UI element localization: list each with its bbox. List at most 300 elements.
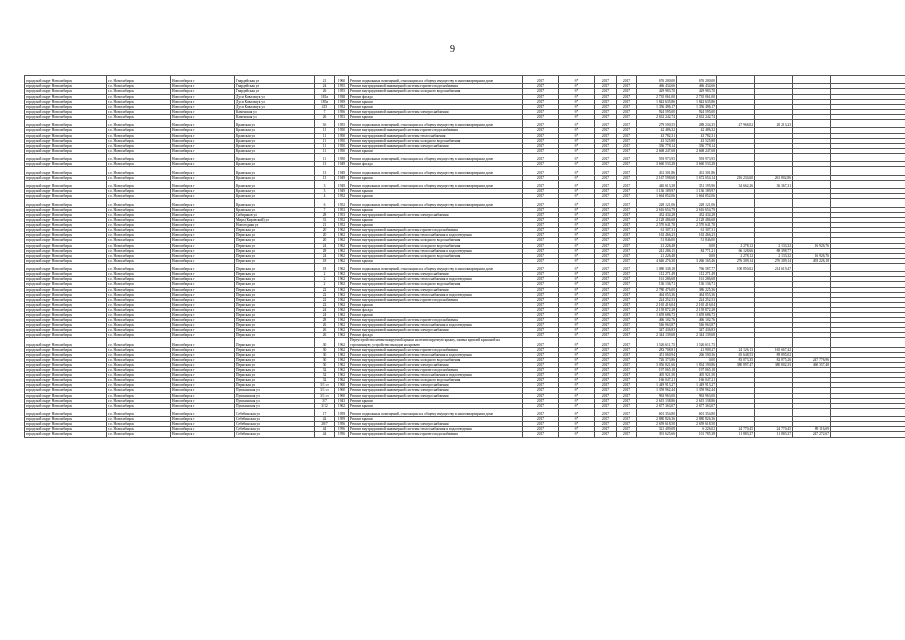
cell-start-year: 2017 — [595, 292, 617, 297]
cell-total-cost: 405 921,50 — [637, 373, 677, 378]
cell-start-year: 2017 — [595, 427, 617, 432]
cell-mark: б* — [559, 297, 595, 302]
cell-municipality: городской округ Новосибирск — [25, 403, 107, 408]
cell-start-year: 2017 — [595, 378, 617, 383]
cell-work-type: Ремонт внутридомовой инженерной системы электроснабжения — [349, 362, 523, 367]
cell-locality-short: г.о. Новосибирск — [107, 302, 171, 307]
cell-mark: б* — [559, 162, 595, 167]
cell-mark: б* — [559, 233, 595, 238]
cell-build-year: 1949 — [335, 175, 349, 180]
cell-city: Новосибирск г — [171, 162, 235, 167]
cell-street: Пермская ул — [235, 277, 315, 282]
cell-end-year: 2017 — [617, 272, 637, 277]
cell-locality-short: г.о. Новосибирск — [107, 373, 171, 378]
cell-end-year: 2017 — [617, 318, 637, 323]
cell-city: Новосибирск г — [171, 238, 235, 243]
cell-total-cost: 1 080 338,18 — [637, 263, 677, 271]
cell-street: Крамская ул — [235, 207, 315, 212]
cell-owner-cost: 16 926,76 — [793, 253, 831, 258]
cell-start-year: 2017 — [595, 138, 617, 143]
cell-extra — [831, 199, 905, 207]
cell-city: Новосибирск г — [171, 388, 235, 393]
cell-end-year: 2017 — [617, 228, 637, 233]
cell-mark: б* — [559, 313, 595, 318]
cell-work-type: Ремонт крыши — [349, 258, 523, 263]
cell-locality-short: г.о. Новосибирск — [107, 128, 171, 133]
cell-end-year: 2017 — [617, 323, 637, 328]
cell-locality-short: г.о. Новосибирск — [107, 263, 171, 271]
cell-mark: б* — [559, 84, 595, 89]
cell-local-cost: 82 875,26 — [755, 357, 793, 362]
cell-total-cost: 2 659 618,50 — [637, 422, 677, 427]
cell-total-cost: 676 200,00 — [637, 76, 677, 84]
cell-work-type: Ремонт подвальных помещений, относящихся к общему имуществу в многоквартирном доме — [349, 408, 523, 416]
cell-start-year: 2017 — [595, 212, 617, 217]
housing-repair-table-container — [24, 75, 880, 438]
cell-end-year: 2017 — [617, 347, 637, 352]
cell-municipality: городской округ Новосибирск — [25, 84, 107, 89]
cell-work-type: Ремонт крыши — [349, 99, 523, 104]
cell-work-type: Ремонт внутридомовой инженерной системы теплоснабжения и водоотведения — [349, 233, 523, 238]
cell-build-year: 1950 — [335, 148, 349, 153]
cell-fund-cost: 84 771,21 — [677, 248, 717, 253]
cell-city: Новосибирск г — [171, 297, 235, 302]
cell-work-type: Ремонт крыши — [349, 194, 523, 199]
cell-start-year: 2017 — [595, 76, 617, 84]
cell-end-year: 2017 — [617, 313, 637, 318]
cell-municipality: городской округ Новосибирск — [25, 333, 107, 338]
cell-work-type: Ремонт подвальных помещений, относящихся к общему имуществу в многоквартирном доме — [349, 180, 523, 188]
cell-city: Новосибирск г — [171, 357, 235, 362]
cell-build-year: 1962 — [335, 272, 349, 277]
cell-house-number: 4 — [315, 194, 335, 199]
cell-fund-cost: 61 307,31 — [677, 228, 717, 233]
cell-work-type: Ремонт внутридомовой инженерной системы холодного водоснабжения — [349, 138, 523, 143]
cell-locality-short: г.о. Новосибирск — [107, 167, 171, 175]
cell-plan-year: 2017 — [523, 347, 559, 352]
cell-municipality: городской округ Новосибирск — [25, 368, 107, 373]
cell-build-year: 1962 — [335, 258, 349, 263]
cell-end-year: 2017 — [617, 403, 637, 408]
cell-mark: б* — [559, 318, 595, 323]
cell-city: Новосибирск г — [171, 422, 235, 427]
cell-municipality: городской округ Новосибирск — [25, 272, 107, 277]
cell-total-cost: 321 409,08 — [637, 427, 677, 432]
cell-mark: б* — [559, 362, 595, 367]
cell-house-number: 21 — [315, 76, 335, 84]
cell-municipality: городской округ Новосибирск — [25, 373, 107, 378]
cell-city: Новосибирск г — [171, 277, 235, 282]
cell-house-number: 32 — [315, 373, 335, 378]
cell-street: Пермская ул — [235, 302, 315, 307]
cell-end-year: 2017 — [617, 417, 637, 422]
cell-end-year: 2017 — [617, 89, 637, 94]
cell-local-cost: 11 883,37 — [755, 432, 793, 437]
cell-municipality: городской округ Новосибирск — [25, 243, 107, 248]
cell-start-year: 2017 — [595, 347, 617, 352]
cell-total-cost: 136 136,71 — [637, 282, 677, 287]
cell-total-cost: 21 226,48 — [637, 253, 677, 258]
cell-municipality: городской округ Новосибирск — [25, 328, 107, 333]
cell-plan-year: 2017 — [523, 352, 559, 357]
cell-end-year: 2017 — [617, 114, 637, 119]
cell-municipality: городской округ Новосибирск — [25, 362, 107, 367]
cell-end-year: 2017 — [617, 333, 637, 338]
cell-plan-year: 2017 — [523, 338, 559, 347]
cell-municipality: городской округ Новосибирск — [25, 76, 107, 84]
cell-start-year: 2017 — [595, 253, 617, 258]
cell-end-year: 2017 — [617, 180, 637, 188]
cell-street: Пермская ул — [235, 313, 315, 318]
cell-municipality: городской округ Новосибирск — [25, 233, 107, 238]
cell-house-number: 28 — [315, 212, 335, 217]
cell-end-year: 2017 — [617, 357, 637, 362]
cell-work-type: Ремонт крыши — [349, 104, 523, 109]
cell-municipality: городской округ Новосибирск — [25, 307, 107, 312]
cell-municipality: городской округ Новосибирск — [25, 248, 107, 253]
cell-locality-short: г.о. Новосибирск — [107, 378, 171, 383]
cell-end-year: 2017 — [617, 143, 637, 148]
table-row — [25, 180, 905, 188]
cell-street: Крамская ул — [235, 189, 315, 194]
cell-total-cost: 464 053,36 — [637, 292, 677, 297]
cell-municipality: городской округ Новосибирск — [25, 263, 107, 271]
cell-locality-short: г.о. Новосибирск — [107, 133, 171, 138]
cell-build-year: 1962 — [335, 297, 349, 302]
cell-plan-year: 2017 — [523, 297, 559, 302]
cell-total-cost: 2 780 476,00 — [637, 287, 677, 292]
cell-municipality: городской округ Новосибирск — [25, 143, 107, 148]
cell-locality-short: г.о. Новосибирск — [107, 272, 171, 277]
cell-build-year: 1950 — [335, 143, 349, 148]
cell-end-year: 2017 — [617, 233, 637, 238]
cell-street: Пермская ул — [235, 292, 315, 297]
cell-house-number: 20 — [315, 228, 335, 233]
cell-mark: б* — [559, 148, 595, 153]
cell-start-year: 2017 — [595, 180, 617, 188]
cell-plan-year: 2017 — [523, 307, 559, 312]
cell-house-number: 3 — [315, 189, 335, 194]
cell-plan-year: 2017 — [523, 357, 559, 362]
cell-work-type: Ремонт внутридомовой инженерной системы теплоснабжения — [349, 133, 523, 138]
cell-budget-cost: 216 234,60 — [717, 175, 755, 180]
cell-start-year: 2017 — [595, 263, 617, 271]
cell-end-year: 2017 — [617, 104, 637, 109]
cell-mark: б* — [559, 218, 595, 223]
cell-fund-cost: 0,00 — [677, 357, 717, 362]
cell-city: Новосибирск г — [171, 403, 235, 408]
cell-owner-cost: 247 272,67 — [793, 432, 831, 437]
cell-start-year: 2017 — [595, 323, 617, 328]
cell-street: Пермская ул — [235, 287, 315, 292]
cell-start-year: 2017 — [595, 313, 617, 318]
cell-street: Крамская ул — [235, 148, 315, 153]
cell-mark: б* — [559, 143, 595, 148]
cell-city: Новосибирск г — [171, 432, 235, 437]
cell-locality-short: г.о. Новосибирск — [107, 313, 171, 318]
cell-municipality: городской округ Новосибирск — [25, 253, 107, 258]
cell-total-cost: 166 047,21 — [637, 378, 677, 383]
cell-plan-year: 2017 — [523, 104, 559, 109]
cell-locality-short: г.о. Новосибирск — [107, 318, 171, 323]
cell-total-cost: 2 165 416,04 — [637, 302, 677, 307]
cell-city: Новосибирск г — [171, 109, 235, 114]
cell-build-year: 1950 — [335, 128, 349, 133]
cell-work-type: Ремонт подвальных помещений, относящихся к общему имуществу в многоквартирном доме — [349, 167, 523, 175]
cell-plan-year: 2017 — [523, 368, 559, 373]
cell-fund-cost: 676 200,00 — [677, 76, 717, 84]
cell-fund-cost: 101 785,38 — [677, 432, 717, 437]
cell-work-type: Ремонт внутридомовой инженерной системы горячего водоснабжения — [349, 347, 523, 352]
cell-city: Новосибирск г — [171, 233, 235, 238]
cell-work-type: Ремонт внутридомовой инженерной системы теплоснабжения и водоотведения — [349, 277, 523, 282]
cell-total-cost: 241 286,15 — [637, 248, 677, 253]
cell-street: Пермская ул — [235, 333, 315, 338]
cell-plan-year: 2017 — [523, 138, 559, 143]
cell-mark: б* — [559, 109, 595, 114]
cell-mark: б* — [559, 104, 595, 109]
cell-house-number: 20 — [315, 238, 335, 243]
cell-build-year: 1950 — [335, 153, 349, 161]
cell-house-number: 11 — [315, 128, 335, 133]
cell-fund-cost: 601 354,80 — [677, 408, 717, 416]
cell-plan-year: 2017 — [523, 362, 559, 367]
cell-locality-short: г.о. Новосибирск — [107, 189, 171, 194]
cell-plan-year: 2017 — [523, 277, 559, 282]
cell-start-year: 2017 — [595, 199, 617, 207]
cell-local-cost: 24 770,45 — [755, 427, 793, 432]
cell-municipality: городской округ Новосибирск — [25, 212, 107, 217]
cell-local-cost: 88 398,77 — [755, 248, 793, 253]
cell-house-number: 26 — [315, 114, 335, 119]
cell-mark: б* — [559, 212, 595, 217]
cell-start-year: 2017 — [595, 432, 617, 437]
cell-municipality: городской округ Новосибирск — [25, 347, 107, 352]
cell-total-cost: 1 664 852,06 — [637, 194, 677, 199]
cell-extra — [831, 432, 905, 437]
table-row — [25, 76, 905, 84]
cell-mark: б* — [559, 373, 595, 378]
cell-fund-cost: 1 659 686,73 — [677, 313, 717, 318]
cell-plan-year: 2017 — [523, 189, 559, 194]
cell-locality-short: г.о. Новосибирск — [107, 223, 171, 228]
cell-start-year: 2017 — [595, 243, 617, 248]
cell-street: Крамская ул — [235, 128, 315, 133]
cell-total-cost: 2 632 242,74 — [637, 114, 677, 119]
cell-start-year: 2017 — [595, 233, 617, 238]
cell-fund-cost: 432 434,28 — [677, 212, 717, 217]
cell-mark: б* — [559, 432, 595, 437]
cell-work-type: Ремонт подвальных помещений, относящихся к общему имуществу в многоквартирном доме — [349, 76, 523, 84]
cell-municipality: городской округ Новосибирск — [25, 378, 107, 383]
cell-house-number: 32 — [315, 368, 335, 373]
cell-extra — [831, 338, 905, 347]
cell-total-cost: 451 060,94 — [637, 352, 677, 357]
cell-work-type: Ремонт внутридомовой инженерной системы холодного водоснабжения — [349, 253, 523, 258]
cell-locality-short: г.о. Новосибирск — [107, 352, 171, 357]
cell-start-year: 2017 — [595, 357, 617, 362]
cell-start-year: 2017 — [595, 128, 617, 133]
cell-plan-year: 2017 — [523, 427, 559, 432]
cell-owner-cost — [793, 199, 831, 207]
cell-plan-year: 2017 — [523, 323, 559, 328]
cell-build-year: 1953 — [335, 114, 349, 119]
cell-local-cost: 380 802,35 — [755, 362, 793, 367]
cell-total-cost: 2 167 598,60 — [637, 175, 677, 180]
cell-city: Новосибирск г — [171, 89, 235, 94]
cell-municipality: городской округ Новосибирск — [25, 398, 107, 403]
cell-mark: б* — [559, 333, 595, 338]
cell-build-year: 1962 — [335, 228, 349, 233]
cell-build-year: 1952 — [335, 223, 349, 228]
cell-municipality: городской округ Новосибирск — [25, 109, 107, 114]
cell-end-year: 2017 — [617, 120, 637, 128]
cell-municipality: городской округ Новосибирск — [25, 120, 107, 128]
cell-start-year: 2017 — [595, 189, 617, 194]
cell-plan-year: 2017 — [523, 148, 559, 153]
cell-mark: б* — [559, 357, 595, 362]
cell-build-year: 1962 — [335, 373, 349, 378]
cell-start-year: 2017 — [595, 368, 617, 373]
cell-fund-cost: 1 842 635,86 — [677, 99, 717, 104]
cell-plan-year: 2017 — [523, 223, 559, 228]
cell-house-number: 22 — [315, 287, 335, 292]
cell-plan-year: 2017 — [523, 212, 559, 217]
cell-fund-cost: 0,00 — [677, 253, 717, 258]
cell-mark: б* — [559, 99, 595, 104]
cell-mark: б* — [559, 94, 595, 99]
cell-municipality: городской округ Новосибирск — [25, 207, 107, 212]
cell-fund-cost: 431 301,86 — [677, 167, 717, 175]
cell-work-type: Ремонт крыши — [349, 207, 523, 212]
cell-budget-cost: 24 126,13 — [717, 347, 755, 352]
cell-total-cost: 161 286,68 — [637, 277, 677, 282]
cell-fund-cost: 405 921,50 — [677, 373, 717, 378]
cell-end-year: 2017 — [617, 297, 637, 302]
cell-work-type: Ремонт внутридомовой инженерной системы горячего водоснабжения — [349, 84, 523, 89]
cell-fund-cost: 546 063,87 — [677, 323, 717, 328]
cell-build-year: 1962 — [335, 378, 349, 383]
cell-build-year: 1962 — [335, 238, 349, 243]
cell-plan-year: 2017 — [523, 99, 559, 104]
cell-owner-cost: 16 926,76 — [793, 243, 831, 248]
cell-street: Пермская ул — [235, 248, 315, 253]
cell-fund-cost: 2 659 618,50 — [677, 422, 717, 427]
cell-city: Новосибирск г — [171, 99, 235, 104]
cell-work-type: Ремонт крыши — [349, 417, 523, 422]
cell-house-number: 30 — [315, 338, 335, 347]
cell-city: Новосибирск г — [171, 383, 235, 388]
cell-locality-short: г.о. Новосибирск — [107, 238, 171, 243]
cell-house-number: 11 — [315, 148, 335, 153]
cell-end-year: 2017 — [617, 393, 637, 398]
cell-total-cost: 1 359 962,44 — [637, 388, 677, 393]
cell-build-year: 1959 — [335, 408, 349, 416]
cell-mark: б* — [559, 347, 595, 352]
cell-build-year: 1943 — [335, 398, 349, 403]
cell-total-cost: 1 659 686,73 — [637, 313, 677, 318]
cell-end-year: 2017 — [617, 153, 637, 161]
cell-locality-short: г.о. Новосибирск — [107, 323, 171, 328]
cell-city: Новосибирск г — [171, 347, 235, 352]
cell-locality-short: г.о. Новосибирск — [107, 408, 171, 416]
cell-mark: б* — [559, 417, 595, 422]
cell-work-type: Ремонт внутридомовой инженерной системы горячего водоснабжения — [349, 297, 523, 302]
cell-plan-year: 2017 — [523, 175, 559, 180]
cell-fund-cost: 336 778,14 — [677, 143, 717, 148]
cell-build-year: 1962 — [335, 253, 349, 258]
cell-extra — [831, 120, 905, 128]
cell-plan-year: 2017 — [523, 393, 559, 398]
cell-city: Новосибирск г — [171, 373, 235, 378]
cell-fund-cost: 924 595,00 — [677, 109, 717, 114]
cell-house-number: 26 — [315, 89, 335, 94]
cell-build-year: 1952 — [335, 104, 349, 109]
cell-mark: б* — [559, 253, 595, 258]
cell-start-year: 2017 — [595, 352, 617, 357]
cell-end-year: 2017 — [617, 408, 637, 416]
cell-municipality: городской округ Новосибирск — [25, 175, 107, 180]
cell-plan-year: 2017 — [523, 253, 559, 258]
cell-street: Пермская ул — [235, 368, 315, 373]
cell-municipality: городской округ Новосибирск — [25, 318, 107, 323]
cell-house-number: 11 — [315, 133, 335, 138]
cell-house-number: 13 — [315, 175, 335, 180]
cell-municipality: городской округ Новосибирск — [25, 417, 107, 422]
cell-city: Новосибирск г — [171, 199, 235, 207]
cell-total-cost: 43 782,31 — [637, 133, 677, 138]
cell-fund-cost: 464 053,36 — [677, 292, 717, 297]
cell-end-year: 2017 — [617, 175, 637, 180]
cell-plan-year: 2017 — [523, 333, 559, 338]
cell-work-type: Ремонт внутридомовой инженерной системы холодного водоснабжения — [349, 357, 523, 362]
cell-mark: б* — [559, 263, 595, 271]
cell-fund-cost: 166 047,21 — [677, 378, 717, 383]
cell-street: Гвардейская ул — [235, 84, 315, 89]
cell-work-type: Ремонт внутридомовой инженерной системы горячего водоснабжения — [349, 128, 523, 133]
cell-locality-short: г.о. Новосибирск — [107, 427, 171, 432]
cell-street: Пермская ул — [235, 228, 315, 233]
cell-street: Пермская ул — [235, 243, 315, 248]
cell-plan-year: 2017 — [523, 199, 559, 207]
cell-end-year: 2017 — [617, 282, 637, 287]
cell-mark: б* — [559, 89, 595, 94]
cell-start-year: 2017 — [595, 223, 617, 228]
cell-house-number: 7 — [315, 207, 335, 212]
cell-street: Пушкинская ул — [235, 398, 315, 403]
cell-local-cost — [755, 408, 793, 416]
cell-build-year: 1962 — [335, 282, 349, 287]
cell-plan-year: 2017 — [523, 408, 559, 416]
cell-municipality: городской округ Новосибирск — [25, 114, 107, 119]
cell-build-year: 1962 — [335, 263, 349, 271]
cell-start-year: 2017 — [595, 194, 617, 199]
cell-total-cost: 2 735 061,00 — [637, 94, 677, 99]
cell-street: Каменская ул — [235, 114, 315, 119]
cell-plan-year: 2017 — [523, 143, 559, 148]
cell-locality-short: г.о. Новосибирск — [107, 328, 171, 333]
cell-mark: б* — [559, 128, 595, 133]
cell-mark: б* — [559, 383, 595, 388]
cell-build-year: 1949 — [335, 167, 349, 175]
cell-end-year: 2017 — [617, 287, 637, 292]
cell-end-year: 2017 — [617, 109, 637, 114]
cell-end-year: 2017 — [617, 422, 637, 427]
cell-house-number: 30 — [315, 362, 335, 367]
cell-start-year: 2017 — [595, 408, 617, 416]
cell-start-year: 2017 — [595, 109, 617, 114]
cell-street: Пермская ул — [235, 352, 315, 357]
